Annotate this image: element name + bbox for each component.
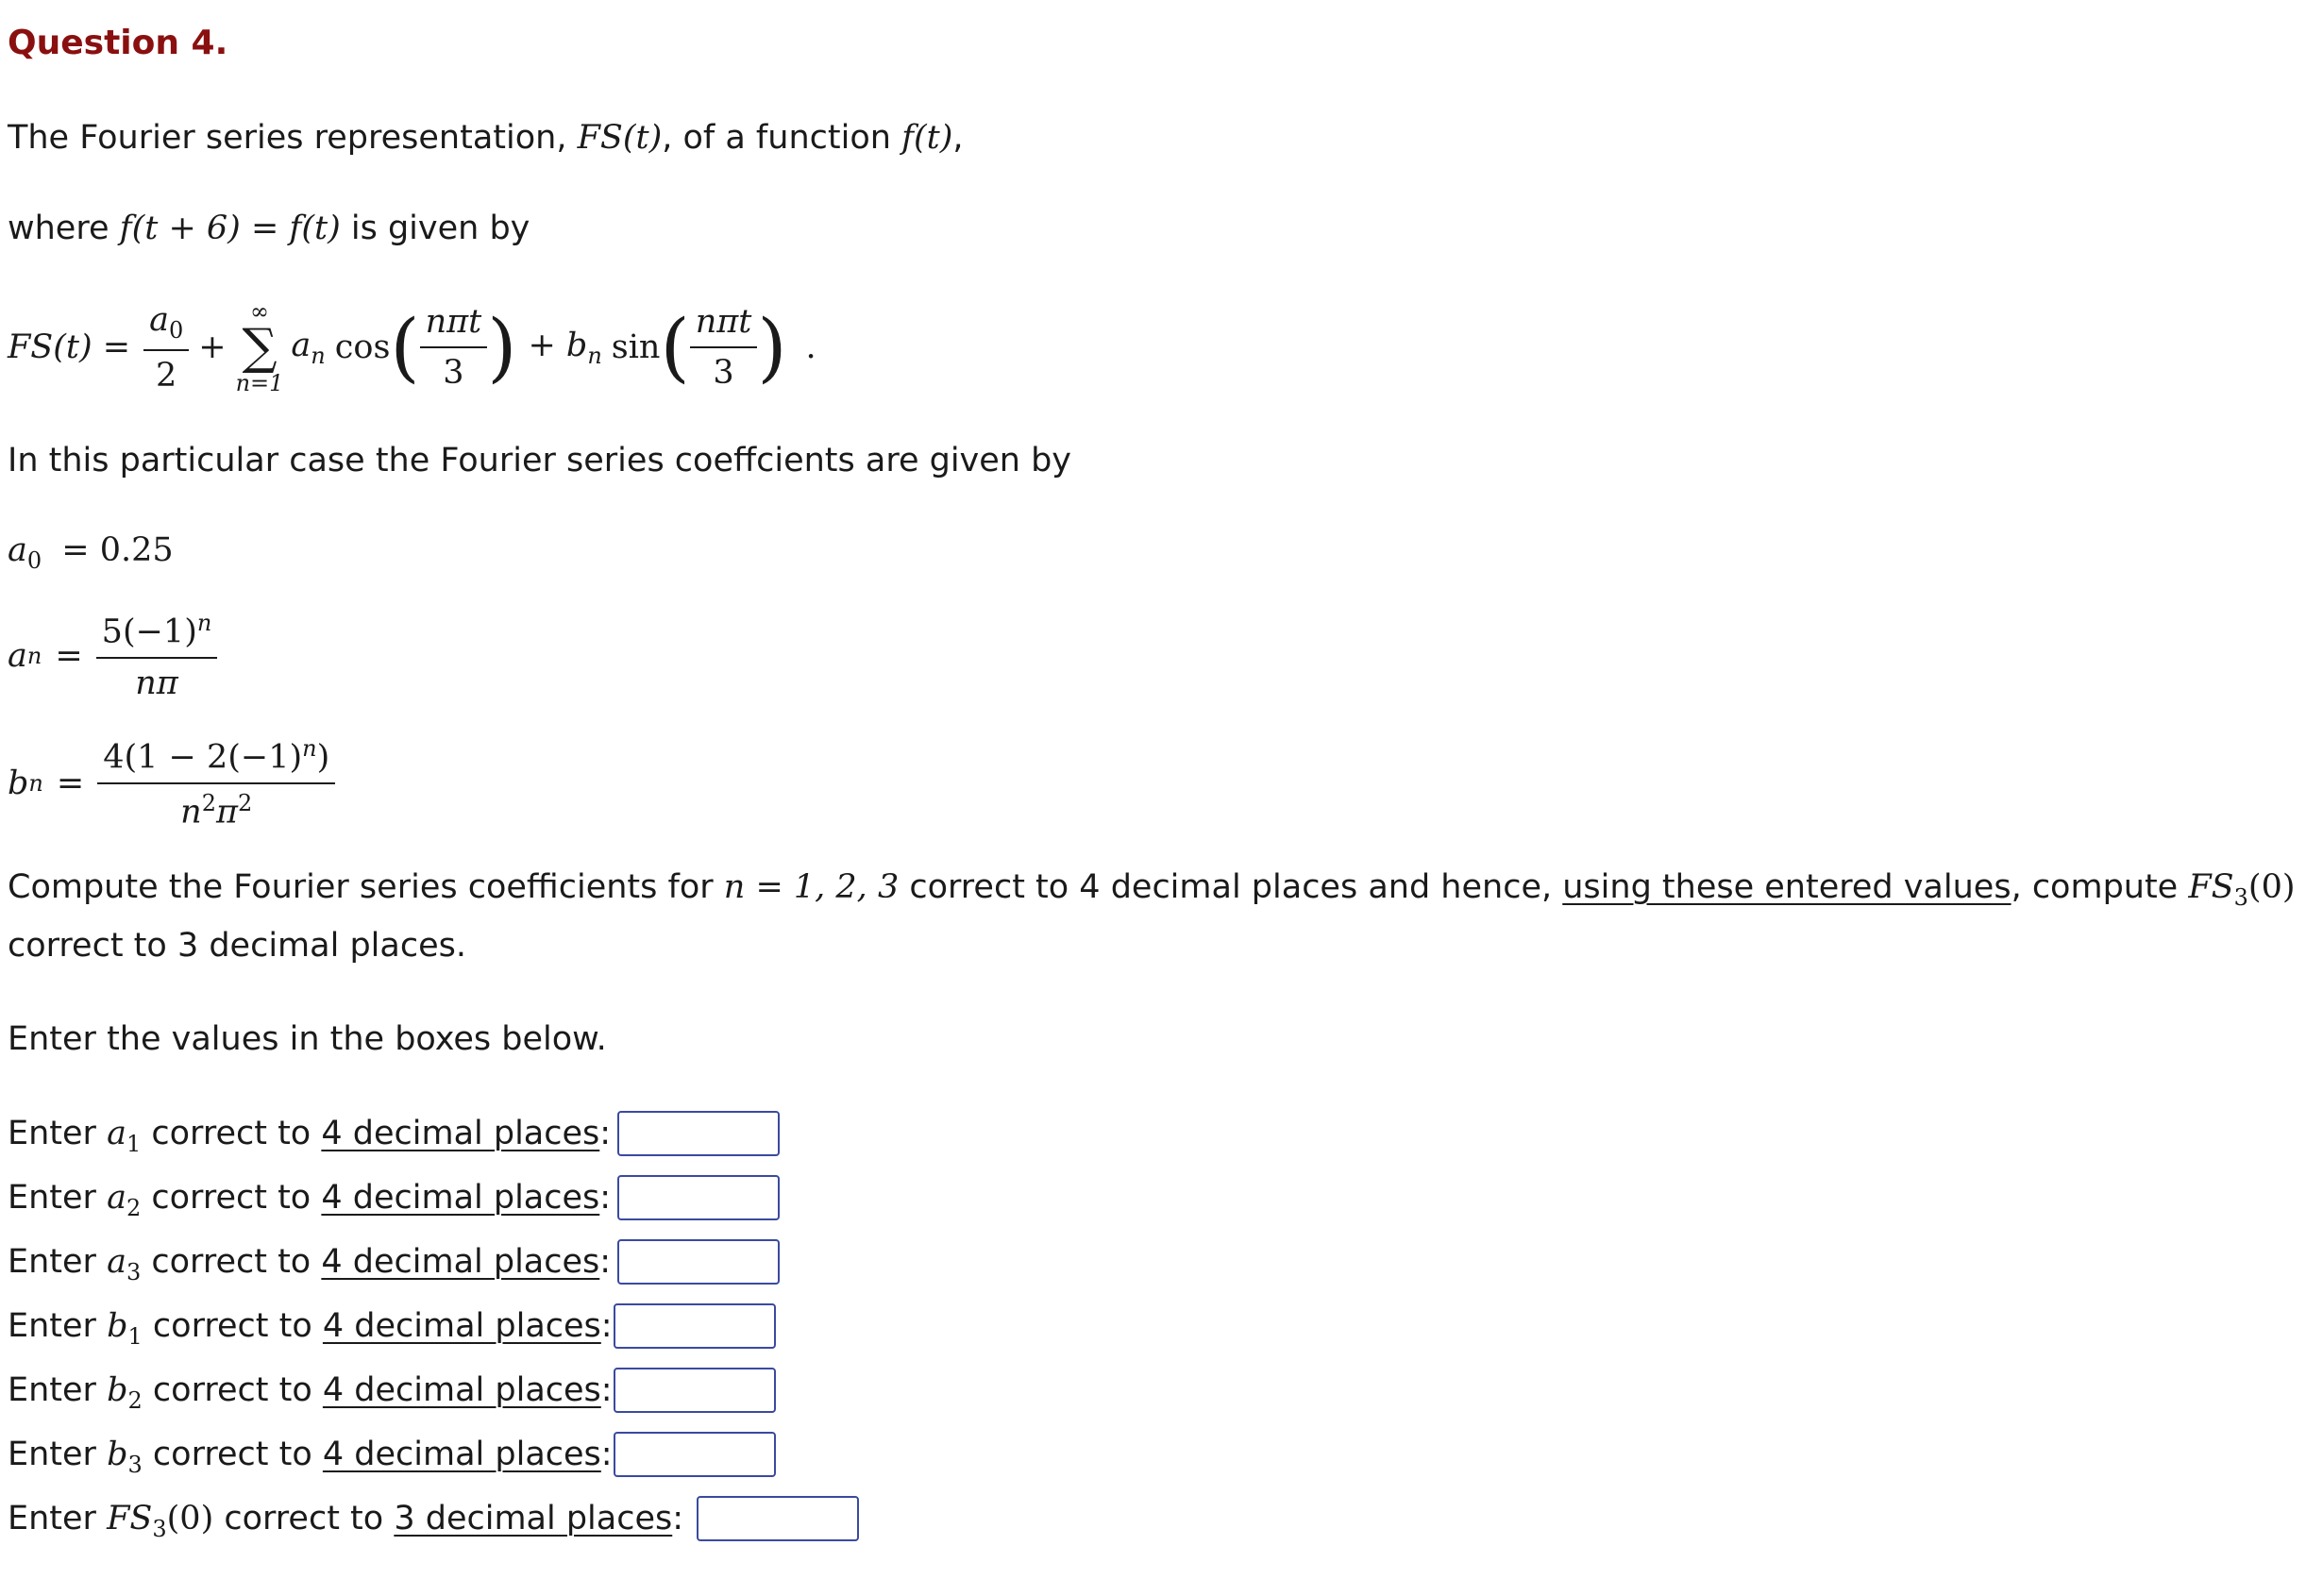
variable-arg: (0) — [166, 1500, 214, 1537]
correct-to-text: correct to — [224, 1500, 384, 1537]
sigma-icon: ∑ — [242, 319, 278, 376]
an-definition — [8, 604, 217, 708]
task-line-2: correct to 3 decimal places. — [8, 927, 466, 965]
answer-input-1[interactable] — [617, 1111, 780, 1156]
intro-text: , of a function — [662, 119, 891, 157]
arg-den: 3 — [443, 354, 464, 392]
bn-den-sup: 2 — [201, 790, 216, 816]
variable-sub: 3 — [152, 1516, 167, 1542]
a0-num: a — [149, 300, 169, 339]
colon-text: : — [672, 1500, 684, 1537]
enter-text: Enter — [8, 1307, 96, 1345]
a0-definition — [8, 531, 174, 574]
intro-text: The Fourier series representation, — [8, 119, 567, 157]
input-row-label — [8, 1369, 613, 1421]
task-text: Compute the Fourier series coefficients for — [8, 868, 714, 906]
paren-close-icon: ) — [757, 303, 787, 391]
correct-to-text: correct to — [152, 1307, 312, 1345]
variable-letter: b — [107, 1371, 128, 1409]
sum-upper: ∞ — [250, 298, 269, 325]
a0-sub: 0 — [26, 547, 42, 574]
bn-sub: n — [587, 342, 602, 369]
sin-function: sin — [611, 328, 661, 366]
an-fraction — [96, 610, 218, 702]
fs3-letter: FS — [2188, 868, 2234, 906]
input-row-label — [8, 1434, 613, 1486]
input-row-label — [8, 1113, 611, 1165]
paren-open-icon: ( — [390, 303, 420, 391]
enter-text: Enter — [8, 1500, 96, 1537]
colon-text: : — [599, 1179, 612, 1217]
a0-sub: 0 — [168, 316, 184, 344]
plus-sign: + — [198, 328, 227, 366]
variable-symbol — [107, 1115, 142, 1157]
case-text: In this particular case the Fourier series coeffcients are given by — [8, 442, 1072, 479]
an-sub: n — [311, 342, 326, 369]
answer-input-3[interactable] — [617, 1239, 780, 1285]
entered-values-link[interactable]: using these entered values — [1562, 868, 2011, 906]
a0-over-2 — [143, 301, 189, 395]
variable-symbol — [107, 1179, 142, 1221]
bn-den-n: n — [180, 793, 202, 832]
task-text: correct to 4 decimal places and hence, — [909, 868, 1553, 906]
bn-symbol — [528, 327, 601, 369]
bn-sub: n — [28, 770, 43, 797]
bn-letter: b — [8, 764, 29, 802]
task-line-1 — [8, 866, 2296, 918]
arg-num: nπt — [420, 303, 488, 348]
enter-text: Enter — [8, 1179, 96, 1217]
bn-fraction — [97, 735, 335, 831]
colon-text: : — [599, 1115, 612, 1152]
variable-symbol — [107, 1500, 214, 1542]
n-range: n = 1, 2, 3 — [723, 868, 900, 906]
a0-den: 2 — [156, 356, 177, 395]
variable-symbol — [107, 1371, 143, 1414]
enter-text: Enter — [8, 1115, 96, 1152]
answer-input-7[interactable] — [697, 1496, 859, 1541]
ft-symbol: f(t) — [901, 119, 953, 157]
variable-letter: b — [107, 1436, 128, 1473]
decimal-places-link[interactable]: 4 decimal places — [321, 1243, 600, 1281]
equals-sign: = — [55, 637, 83, 675]
answer-input-5[interactable] — [614, 1368, 776, 1413]
an-num-sup: n — [196, 610, 212, 637]
variable-symbol — [107, 1307, 143, 1350]
task-text: , compute — [2011, 868, 2179, 906]
colon-text: : — [600, 1371, 613, 1409]
formula-lhs: FS(t) = — [8, 328, 131, 366]
variable-sub: 1 — [126, 1131, 142, 1157]
fourier-series-formula — [8, 281, 816, 413]
intro-text: , — [952, 119, 964, 157]
variable-sub: 1 — [127, 1323, 143, 1350]
sum-lower: n=1 — [235, 370, 284, 396]
paren-close-icon: ) — [487, 303, 517, 391]
periodicity-equation: f(t + 6) = f(t) — [119, 210, 341, 247]
bn-den-pi: π — [216, 793, 239, 832]
an-den: nπ — [135, 664, 178, 702]
variable-letter: a — [107, 1115, 126, 1152]
input-row-label — [8, 1241, 611, 1293]
decimal-places-link[interactable]: 4 decimal places — [321, 1115, 600, 1152]
a0-value: = 0.25 — [61, 531, 174, 569]
bn-letter: + b — [528, 326, 588, 364]
variable-letter: a — [107, 1243, 126, 1281]
bn-num: 4(1 − 2(−1) — [103, 739, 303, 777]
cos-argument — [420, 303, 488, 392]
enter-text: Enter — [8, 1436, 96, 1473]
variable-sub: 2 — [127, 1387, 143, 1414]
correct-to-text: correct to — [152, 1436, 312, 1473]
intro-line-2 — [8, 208, 530, 249]
correct-to-text: correct to — [151, 1179, 311, 1217]
decimal-places-link[interactable]: 4 decimal places — [322, 1371, 601, 1409]
an-symbol — [291, 327, 325, 369]
an-letter: a — [291, 326, 311, 364]
answer-input-4[interactable] — [614, 1303, 776, 1349]
summation — [236, 300, 284, 395]
answer-input-6[interactable] — [614, 1432, 776, 1477]
decimal-places-link[interactable]: 4 decimal places — [322, 1307, 601, 1345]
sin-argument — [690, 303, 758, 392]
correct-to-text: correct to — [152, 1371, 312, 1409]
an-num: 5(−1) — [101, 613, 197, 651]
decimal-places-link[interactable]: 3 decimal places — [394, 1500, 673, 1537]
decimal-places-link[interactable]: 4 decimal places — [321, 1179, 600, 1217]
variable-sub: 2 — [126, 1195, 142, 1221]
colon-text: : — [599, 1243, 612, 1281]
input-row-label — [8, 1177, 611, 1229]
variable-symbol — [107, 1436, 143, 1478]
intro-text: is given by — [350, 210, 530, 247]
bn-definition — [8, 731, 335, 835]
arg-den: 3 — [713, 354, 734, 392]
a0-letter: a — [8, 531, 27, 569]
colon-text: : — [600, 1307, 613, 1345]
fs3-arg: (0) — [2247, 868, 2296, 906]
correct-to-text: correct to — [151, 1115, 311, 1152]
fs-symbol: FS(t) — [577, 119, 663, 157]
decimal-places-link[interactable]: 4 decimal places — [322, 1436, 601, 1473]
enter-instructions: Enter the values in the boxes below. — [8, 1020, 607, 1058]
variable-letter: a — [107, 1179, 126, 1217]
intro-text: where — [8, 210, 109, 247]
input-row-label — [8, 1498, 683, 1550]
bn-num-sup: n — [302, 735, 317, 763]
an-sub: n — [26, 643, 42, 669]
formula-end: . — [805, 328, 816, 366]
variable-symbol — [107, 1243, 142, 1285]
variable-letter: b — [107, 1307, 128, 1345]
an-letter: a — [8, 637, 27, 675]
variable-sub: 3 — [127, 1452, 143, 1478]
enter-text: Enter — [8, 1243, 96, 1281]
arg-num: nπt — [690, 303, 758, 348]
intro-line-1 — [8, 117, 964, 159]
bn-den-sup: 2 — [238, 790, 253, 816]
cos-function: cos — [334, 328, 391, 366]
variable-sub: 3 — [126, 1259, 142, 1285]
paren-open-icon: ( — [660, 303, 690, 391]
variable-letter: FS — [107, 1500, 153, 1537]
bn-num-close: ) — [316, 739, 330, 777]
answer-input-2[interactable] — [617, 1175, 780, 1220]
input-row-label — [8, 1305, 613, 1357]
correct-to-text: correct to — [151, 1243, 311, 1281]
colon-text: : — [600, 1436, 613, 1473]
enter-text: Enter — [8, 1371, 96, 1409]
fs3-sub: 3 — [2233, 884, 2248, 911]
question-title: Question 4. — [8, 24, 228, 62]
equals-sign: = — [56, 764, 85, 802]
